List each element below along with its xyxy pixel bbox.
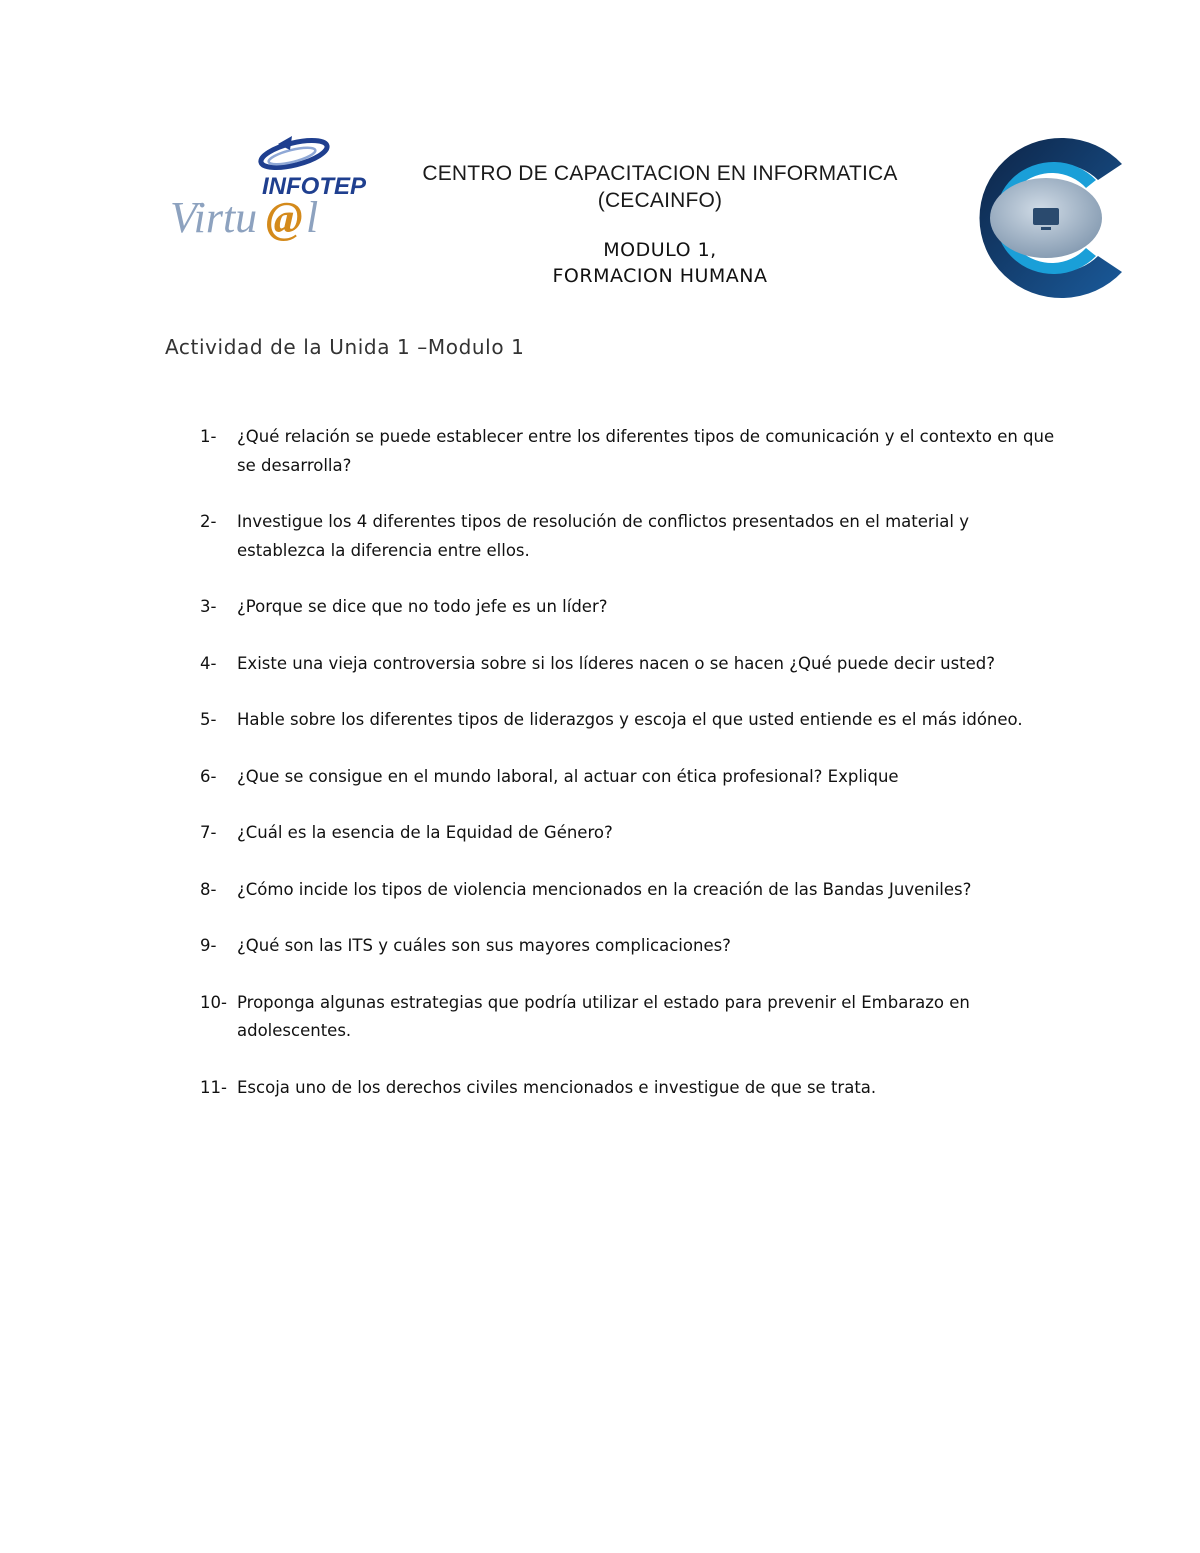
svg-text:Virtu: Virtu <box>170 193 258 242</box>
question-number: 4- <box>200 653 217 673</box>
module-title-line1: MODULO 1, <box>603 239 717 261</box>
question-list <box>200 423 1060 1130</box>
question-item <box>200 508 1060 565</box>
question-text: Existe una vieja controversia sobre si los líderes nacen o se hacen ¿Qué puede decir usted? <box>237 653 996 673</box>
center-name-line1: CENTRO DE CAPACITACION EN INFORMATICA <box>422 162 898 185</box>
question-number: 1- <box>200 427 217 446</box>
question-text: ¿Cómo incide los tipos de violencia mencionados en la creación de las Bandas Juveniles? <box>237 879 972 899</box>
question-number: 3- <box>200 597 217 616</box>
question-number: 5- <box>200 710 217 729</box>
question-number: 9- <box>200 936 217 955</box>
question-text: Escoja uno de los derechos civiles mencionados e investigue de que se trata. <box>237 1077 877 1097</box>
question-item <box>200 593 1060 622</box>
question-text: Hable sobre los diferentes tipos de liderazgos y escoja el que usted entiende es el más idóneo. <box>237 710 1023 729</box>
activity-title: Actividad de la Unida 1 –Modulo 1 <box>165 335 525 359</box>
question-text: ¿Que se consigue en el mundo laboral, al actuar con ética profesional? Explique <box>237 766 899 786</box>
question-item <box>200 819 1060 848</box>
center-name-line2: (CECAINFO) <box>597 189 723 212</box>
svg-text:INFOTEP: INFOTEP <box>262 173 367 200</box>
question-text: ¿Qué son las ITS y cuáles son sus mayores complicaciones? <box>237 936 731 955</box>
cecainfo-c-icon <box>946 136 1138 300</box>
question-item <box>200 932 1060 961</box>
document-header <box>360 160 960 289</box>
question-text: Investigue los 4 diferentes tipos de resolución de conflictos presentados en el material y establezca la diferencia entre ellos. <box>237 512 969 560</box>
question-item <box>200 423 1060 480</box>
question-item <box>200 876 1060 905</box>
question-item <box>200 706 1060 735</box>
question-number: 10- <box>200 992 227 1012</box>
svg-text:@: @ <box>266 193 303 242</box>
infotep-logo-graphic <box>166 132 367 244</box>
module-title-line2: FORMACION HUMANA <box>552 265 768 287</box>
cecainfo-logo <box>946 136 1138 300</box>
question-item <box>200 989 1060 1046</box>
infotep-virtual-logo <box>166 132 367 244</box>
question-text: ¿Porque se dice que no todo jefe es un líder? <box>237 597 608 616</box>
question-text: ¿Cuál es la esencia de la Equidad de Género? <box>237 823 613 842</box>
question-number: 2- <box>200 512 217 531</box>
question-text: Proponga algunas estrategias que podría utilizar el estado para prevenir el Embarazo en adolescentes. <box>237 992 970 1040</box>
svg-text:l: l <box>306 193 319 242</box>
question-number: 11- <box>200 1077 227 1097</box>
question-number: 7- <box>200 823 217 842</box>
question-item <box>200 1074 1060 1103</box>
question-item <box>200 763 1060 792</box>
question-number: 6- <box>200 766 217 786</box>
question-text: ¿Qué relación se puede establecer entre los diferentes tipos de comunicación y el contexto en que se desarrolla? <box>237 427 1055 475</box>
question-item <box>200 650 1060 679</box>
question-number: 8- <box>200 879 217 899</box>
